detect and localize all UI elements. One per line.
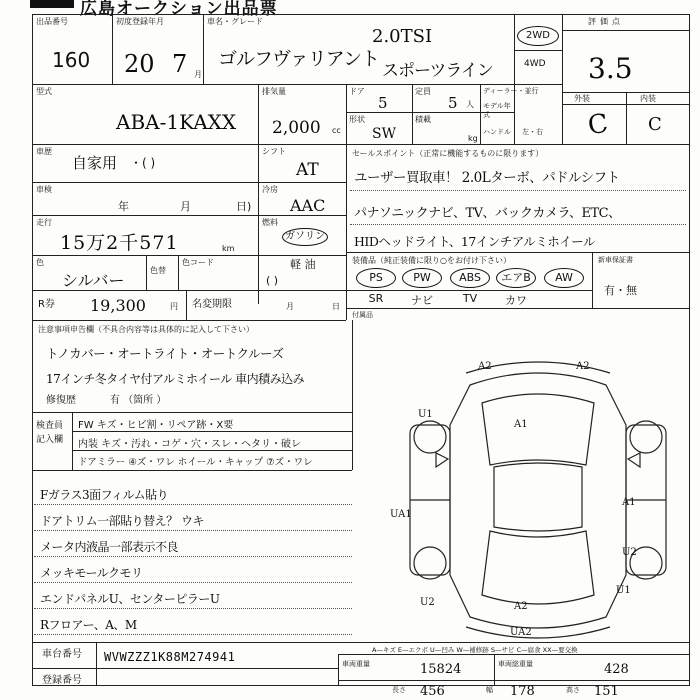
sales-points-label: セールスポイント（正常に機能するものに限ります） <box>352 149 544 158</box>
equipment-item: PS <box>356 268 396 288</box>
dealer-label: ディーラー・並行 <box>483 87 539 95</box>
notice-line-1: トノカバー・オートライト・オートクルーズ <box>46 346 284 361</box>
car-grade-1: 2.0TSI <box>372 26 433 47</box>
car-hood <box>482 394 594 465</box>
grade-score-label: 評価点 <box>588 17 624 26</box>
model-label: 型式 <box>36 87 52 96</box>
total-weight-label: 車両総重量 <box>498 660 533 668</box>
fuel-other: ( ) <box>266 274 279 287</box>
inspector-row-2: 内装 キズ・汚れ・コゲ・穴・スレ・ヘタリ・破レ <box>78 439 301 450</box>
equipment-item: ナビ <box>411 294 433 307</box>
capacity-value: 5 <box>448 94 458 112</box>
new-car-warranty-value: 有・無 <box>604 284 637 297</box>
inspection-day-unit: 日) <box>236 200 252 213</box>
mileage-value: 15万2千571 <box>60 232 179 254</box>
exterior-label: 外装 <box>574 94 590 103</box>
recycle-unit: 円 <box>170 302 178 311</box>
drive-2wd: 2WD <box>517 26 559 46</box>
mark-ua2-rear: UA2 <box>510 627 532 638</box>
name-change-month: 月 <box>286 302 294 311</box>
fuel-gasoline: ガソリン <box>282 228 328 246</box>
sheet-title: 広島オークション出品票 <box>80 0 278 19</box>
length-label: 長さ <box>392 686 406 694</box>
equipment-item: カワ <box>505 294 527 307</box>
registration-label: 初度登録年月 <box>116 17 164 26</box>
aircon-value: AAC <box>290 196 326 215</box>
weight-label: 車両重量 <box>342 660 370 668</box>
notice-line-2: 17インチ冬タイヤ付アルミホイール 車内積み込み <box>46 372 305 386</box>
mark-a1-hood: A1 <box>514 419 528 430</box>
inspection-label: 車検 <box>36 185 52 194</box>
usage-label: 車歴 <box>36 147 52 156</box>
model-year-label: モデル年式 <box>483 102 511 119</box>
fuel-diesel: 軽 油 <box>290 258 316 271</box>
car-body-outline <box>450 373 626 628</box>
rear-bumper <box>466 627 610 638</box>
height-label: 高さ <box>566 686 580 694</box>
mark-u2-rear-left: U2 <box>420 597 435 608</box>
mileage-label: 走行 <box>36 218 52 227</box>
vin-label: 車台番号 <box>42 649 82 660</box>
handle-options: 左・右 <box>522 128 543 136</box>
shape-value: SW <box>372 126 396 142</box>
remark-line: Rフロアー、A、M <box>40 618 137 632</box>
drive-4wd: 4WD <box>524 59 546 69</box>
grade-score: 3.5 <box>588 52 633 85</box>
displacement-value: 2,000 <box>272 118 321 138</box>
lot-number: 160 <box>52 48 91 72</box>
load-unit: kg <box>468 134 478 143</box>
mirror-right <box>628 453 640 467</box>
fuel-label: 燃料 <box>262 218 278 227</box>
color-code-label: 色コード <box>182 258 214 267</box>
handle-label: ハンドル <box>483 128 511 136</box>
capacity-unit: 人 <box>466 100 474 109</box>
usage-extra: ・( ) <box>130 156 156 170</box>
equipment-item: PW <box>402 268 442 288</box>
displacement-label: 排気量 <box>262 87 286 96</box>
equipment-item: SR <box>368 292 384 305</box>
equipment-item: TV <box>462 292 478 305</box>
mark-a2-rear: A2 <box>514 601 528 612</box>
registration-month-unit: 月 <box>194 70 202 79</box>
displacement-unit: cc <box>332 126 341 135</box>
width-value: 178 <box>510 684 535 699</box>
name-change-label: 名変期限 <box>192 299 232 310</box>
mark-u1-rear-right: U1 <box>616 585 631 596</box>
total-weight-value: 428 <box>604 662 629 677</box>
recycle-value: 19,300 <box>90 296 146 315</box>
usage-value: 自家用 <box>72 154 118 172</box>
remark-line: Fガラス3面フィルム貼り <box>40 488 169 502</box>
car-trunk <box>482 531 594 604</box>
repair-value: 有 （箇所 ） <box>110 395 167 406</box>
car-grade-2: スポーツライン <box>382 61 493 81</box>
remark-line: エンドパネルU、センターピラーU <box>40 592 220 606</box>
exterior-grade: C <box>586 108 610 142</box>
registration-year: 20 <box>124 50 155 78</box>
sales-point-line-1: ユーザー買取車！ 2.0Lターボ、パドルシフト <box>354 170 620 186</box>
mark-u1-left: U1 <box>418 409 433 420</box>
mark-a1-right: A1 <box>622 497 636 508</box>
inspector-label-2: 記入欄 <box>36 435 64 445</box>
mileage-unit: km <box>222 244 235 253</box>
equipment-item: ABS <box>450 268 490 288</box>
sales-point-line-2: パナソニックナビ、TV、バックカメラ、ETC、 <box>354 206 621 221</box>
inspection-month-unit: 月 <box>180 200 191 213</box>
damage-legend: A—キズ E—エクボ U—凹み W—補修跡 S—サビ C—腐食 XX—要交換 <box>372 646 578 654</box>
doors-label: ドア <box>349 87 365 96</box>
registration-month: 7 <box>172 50 188 78</box>
color-value: シルバー <box>62 271 125 290</box>
mark-a2-front-left: A2 <box>478 361 492 372</box>
registration-no-label: 登録番号 <box>42 675 82 686</box>
lot-label: 出品番号 <box>36 17 68 26</box>
inspector-label-1: 検査員 <box>36 421 64 431</box>
load-label: 積載 <box>415 115 431 124</box>
aircon-label: 冷房 <box>262 185 278 194</box>
inspector-row-3: ドアミラー ④ズ・ワレ ホイール・キャップ ⑦ズ・ワレ <box>78 457 313 468</box>
weight-value: 15824 <box>420 662 462 677</box>
equipment-item: AW <box>544 268 584 288</box>
remark-line: メッキモールクモリ <box>40 566 143 580</box>
car-roof <box>494 463 582 531</box>
inspector-row-1: FW キズ・ヒビ割・リペア跡・X要 <box>78 420 234 431</box>
model-value: ABA-1KAXX <box>116 110 237 134</box>
wheel-front-right <box>630 421 662 453</box>
notice-label: 注意事項申告欄（不具合内容等は具体的に記入して下さい） <box>38 325 254 334</box>
sales-point-line-3: HIDヘッドライト、17インチアルミホイール <box>354 234 596 249</box>
new-car-warranty-label: 新車保証書 <box>598 256 633 264</box>
shape-label: 形状 <box>349 115 365 124</box>
wheel-rear-left <box>414 547 446 579</box>
color-change-label: 色替 <box>150 266 166 275</box>
shift-value: AT <box>296 160 319 180</box>
height-value: 151 <box>594 684 619 699</box>
doors-value: 5 <box>378 94 388 112</box>
repair-label: 修復歴 <box>46 395 76 406</box>
wheel-front-left <box>414 421 446 453</box>
color-label: 色 <box>36 258 44 267</box>
car-name-label: 車名・グレード <box>207 17 263 26</box>
interior-grade: C <box>648 114 662 135</box>
width-label: 幅 <box>486 686 493 694</box>
capacity-label: 定員 <box>415 87 431 96</box>
accessories-label: 付属品 <box>352 311 373 319</box>
mirror-left <box>436 453 448 467</box>
car-damage-diagram <box>390 355 686 645</box>
mark-u2-right: U2 <box>622 547 637 558</box>
remark-line: メータ内液晶一部表示不良 <box>40 540 179 554</box>
mark-a2-front-right: A2 <box>576 361 590 372</box>
equipment-label: 装備品（純正装備に限り○をお付け下さい） <box>352 256 511 265</box>
mark-ua1-left: UA1 <box>390 509 412 520</box>
car-name: ゴルフヴァリアント <box>218 48 380 70</box>
inspection-year-unit: 年 <box>118 200 129 213</box>
vin-value: WVWZZZ1K88M274941 <box>104 650 236 664</box>
header-logo-block <box>30 0 74 8</box>
name-change-day: 日 <box>332 302 340 311</box>
shift-label: シフト <box>262 147 286 156</box>
remark-line: ドアトリム一部貼り替え？ ウキ <box>40 514 204 528</box>
interior-label: 内装 <box>640 94 656 103</box>
recycle-label: R券 <box>38 299 55 310</box>
equipment-item: エアB <box>496 268 536 288</box>
length-value: 456 <box>420 684 445 699</box>
